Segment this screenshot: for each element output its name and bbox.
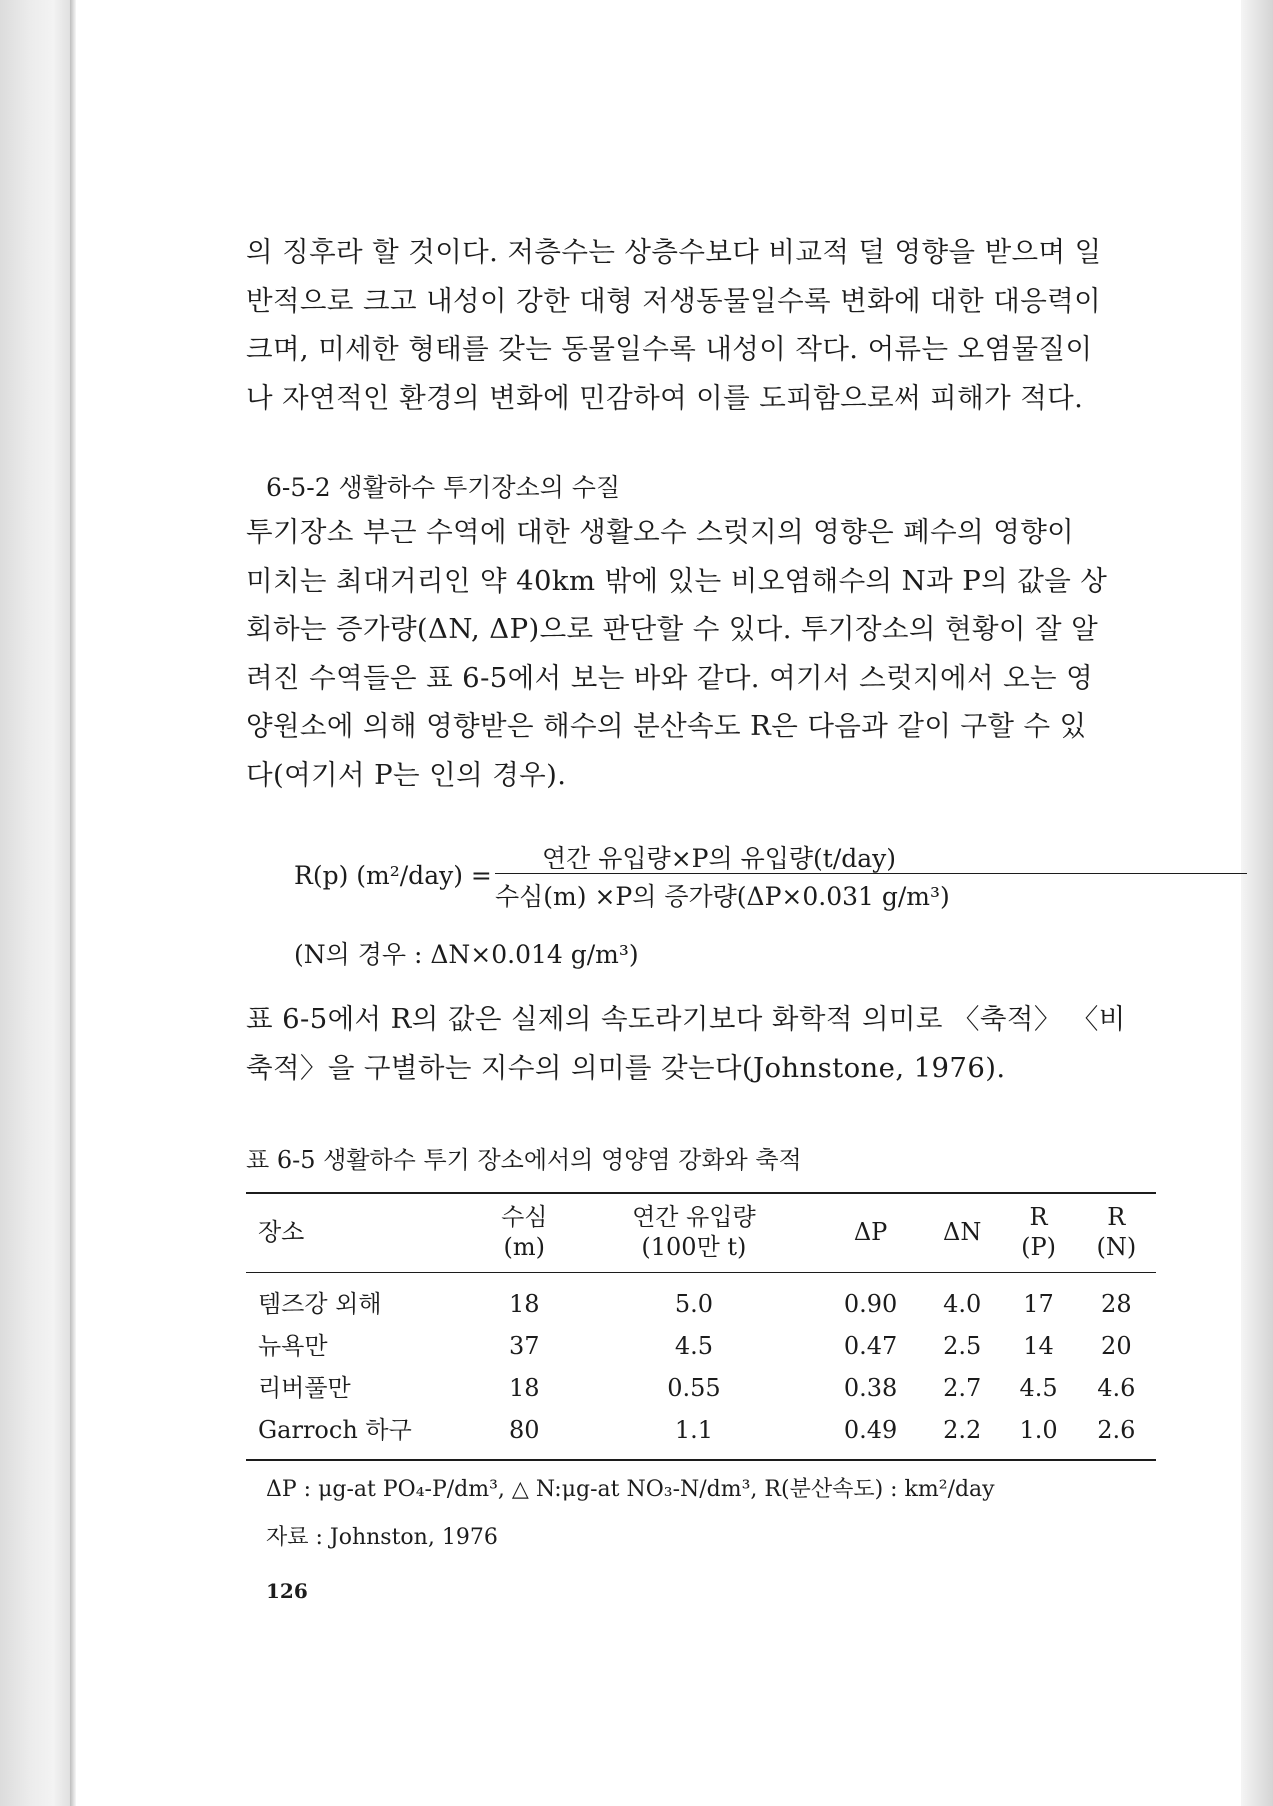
cell-delta-p: 0.49 <box>843 1416 898 1444</box>
cell-place: 리버풀만 <box>258 1374 351 1402</box>
cell-r-n: 4.6 <box>1097 1374 1136 1402</box>
cell-input: 1.1 <box>674 1416 713 1444</box>
cell-r-n: 28 <box>1101 1290 1132 1318</box>
page-right-shadow <box>1241 0 1273 1806</box>
header-annual-input: 연간 유입량 (100만 t) <box>632 1203 756 1261</box>
header-r-p: R (P) <box>1021 1203 1056 1261</box>
cell-r-p: 14 <box>1023 1332 1054 1360</box>
paragraph-r-meaning: 표 6-5에서 R의 값은 실제의 속도라기보다 화학적 의미로 〈축적〉 〈비 축적〉을 구별하는 지수의 의미를 갖는다(Johnstone, 1976). <box>246 1003 1126 1084</box>
header-depth: 수심 (m) <box>501 1203 548 1261</box>
table-source-note: 자료 : Johnston, 1976 <box>266 1525 498 1550</box>
cell-r-n: 20 <box>1101 1332 1132 1360</box>
table-row <box>246 1273 1156 1326</box>
cell-place: 뉴욕만 <box>258 1332 328 1360</box>
cell-r-p: 1.0 <box>1019 1416 1058 1444</box>
paragraph-intro: 의 징후라 할 것이다. 저층수는 상층수보다 비교적 덜 영향을 받으며 일 반적으로 크고 내성이 강한 대형 저생동물일수록 변화에 대한 대응력이 크며, 미세한 형태를 갖는 동물일수록 내성이 작다. 어류는 오염물질이 나 자연적인 환경의 변화에 민감하여 이를 도피함으로써 피해가 적다. <box>246 236 1102 414</box>
formula-denominator: 수심(m) ×P의 증가량(ΔP×0.031 g/m³) <box>495 882 950 911</box>
cell-delta-n: 2.2 <box>943 1416 982 1444</box>
table-row <box>246 1367 1156 1409</box>
header-place: 장소 <box>258 1218 305 1246</box>
formula-lhs: R(p) (m²/day) = <box>294 861 492 890</box>
cell-input: 0.55 <box>667 1374 721 1402</box>
table-row <box>246 1409 1156 1460</box>
cell-delta-n: 2.7 <box>943 1374 982 1402</box>
cell-place: Garroch 하구 <box>258 1416 412 1444</box>
section-heading: 6-5-2 생활하수 투기장소의 수질 <box>266 473 621 502</box>
cell-depth: 18 <box>509 1290 540 1318</box>
cell-delta-p: 0.38 <box>843 1374 898 1402</box>
dispersion-formula <box>246 839 1156 979</box>
table-caption: 표 6-5 생활하수 투기 장소에서의 영양염 강화와 축적 <box>246 1146 802 1174</box>
formula-numerator: 연간 유입량×P의 유입량(t/day) <box>542 844 897 873</box>
cell-depth: 18 <box>509 1374 540 1402</box>
header-r-n: R (N) <box>1096 1203 1137 1261</box>
cell-place: 템즈강 외해 <box>258 1290 382 1318</box>
cell-depth: 37 <box>509 1332 540 1360</box>
cell-r-n: 2.6 <box>1097 1416 1136 1444</box>
cell-delta-p: 0.47 <box>843 1332 898 1360</box>
cell-r-p: 4.5 <box>1019 1374 1058 1402</box>
cell-delta-p: 0.90 <box>843 1290 898 1318</box>
page-edge <box>70 0 76 1806</box>
book-spine-shadow <box>0 0 76 1806</box>
cell-delta-n: 2.5 <box>943 1332 982 1360</box>
cell-input: 4.5 <box>674 1332 713 1360</box>
cell-r-p: 17 <box>1023 1290 1054 1318</box>
fraction-bar <box>495 873 1247 874</box>
formula-note: (N의 경우 : ΔN×0.014 g/m³) <box>294 940 639 969</box>
header-delta-p: ΔP <box>853 1218 888 1246</box>
table-header-row <box>246 1193 1156 1273</box>
cell-delta-n: 4.0 <box>943 1290 982 1318</box>
page-content <box>246 228 1156 1603</box>
table-unit-note: ΔP : μg-at PO₄-P/dm³, △ N:μg-at NO₃-N/dm³, R(분산속도) : km²/day <box>266 1477 995 1502</box>
cell-depth: 80 <box>509 1416 540 1444</box>
paragraph-dumping-site: 투기장소 부근 수역에 대한 생활오수 스럿지의 영향은 폐수의 영향이 미치는 최대거리인 약 40km 밖에 있는 비오염해수의 N과 P의 값을 상 회하는 증가량(ΔN, ΔP)으로 판단할 수 있다. 투기장소의 현황이 잘 알 려진 수역들은 표 6-5에서 보는 바와 같다. 여기서 스럿지에서 오는 영 양원소에 의해 영향받은 해수의 분산속도 R은 다음과 같이 구할 수 있 다(여기서 P는 인의 경우). <box>246 516 1108 791</box>
nutrient-table <box>246 1192 1156 1461</box>
table-row <box>246 1325 1156 1367</box>
header-delta-n: ΔN <box>943 1218 982 1246</box>
page-number: 126 <box>266 1579 308 1603</box>
cell-input: 5.0 <box>674 1290 713 1318</box>
